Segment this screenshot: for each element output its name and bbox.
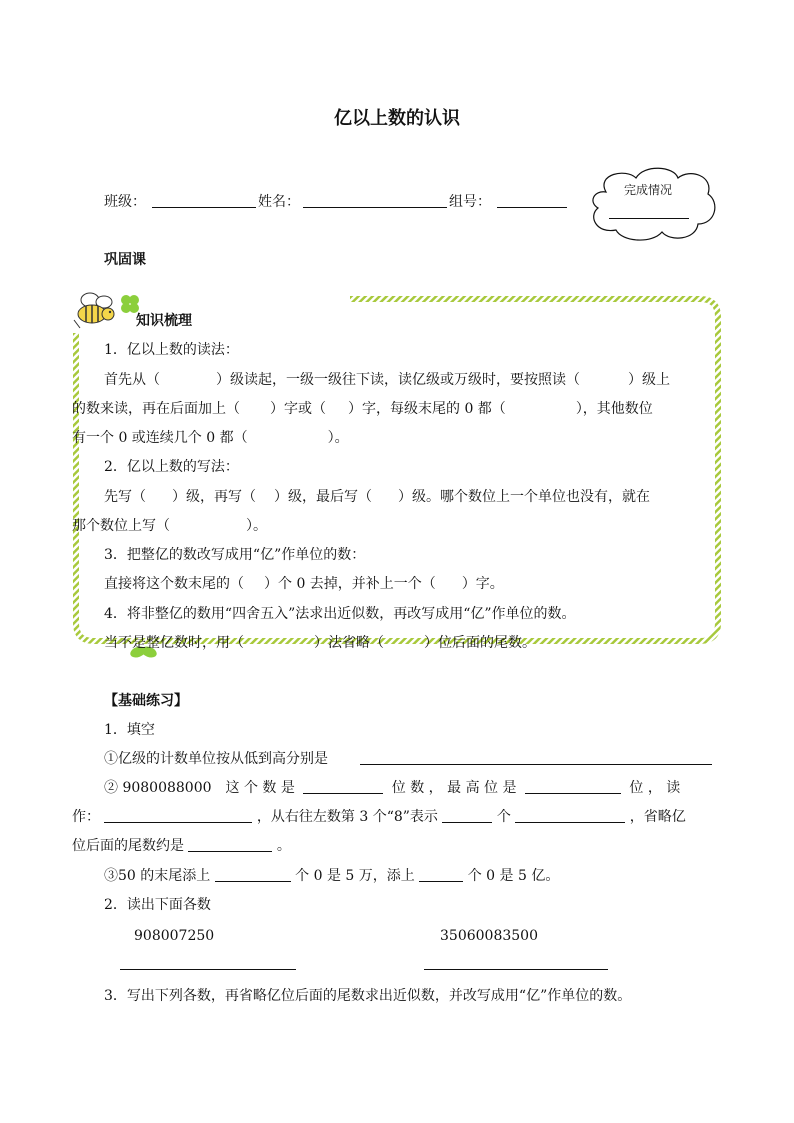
lesson-type: 巩固课 [104, 252, 146, 268]
basic-heading: 【基础练习】 [104, 693, 188, 709]
kn-line-2: 首先从（ ）级读起，一级一级往下读，读亿级或万级时，要按照读（ ）级上 [104, 372, 670, 388]
kn-line-10: 4．将非整亿的数用“四舍五入”法求出近似数，再改写成用“亿”作单位的数。 [104, 606, 576, 622]
q1c: 作： ，从右往左数第 3 个“8”表示 个 ，省略亿 [72, 809, 686, 825]
q1c-blank-3[interactable] [515, 808, 625, 823]
cloud-icon [586, 164, 720, 244]
group-label: 组号： [449, 194, 491, 210]
class-label: 班级： [104, 194, 146, 210]
q1b: ② 9080088000 这 个 数 是 位 数 ， 最 高 位 是 位 ， 读 [104, 780, 681, 796]
kn-line-6: 先写（ ）级，再写（ ）级，最后写（ ）级。哪个数位上一个单位也没有，就在 [104, 489, 650, 505]
kn-line-4: 有一个 0 或连续几个 0 都（ ）。 [72, 430, 349, 446]
q1c-blank-1[interactable] [104, 808, 252, 823]
q1a-blank[interactable] [360, 764, 712, 765]
kn-line-3: 的数来读，再在后面加上（ ）字或（ ）字，每级末尾的 0 都（ ），其他数位 [72, 401, 653, 417]
q1e: ③50 的末尾添上 个 0 是 5 万，添上 个 0 是 5 亿。 [104, 868, 560, 884]
q2-answer-blank-2[interactable] [424, 969, 608, 970]
status-blank[interactable] [609, 218, 689, 219]
page-title: 亿以上数的认识 [334, 108, 460, 129]
q1b-blank-2[interactable] [525, 779, 621, 794]
q2-number-2: 35060083500 [440, 928, 538, 944]
q1b-blank-1[interactable] [303, 779, 383, 794]
q1-title: 1．填空 [104, 722, 155, 738]
status-label: 完成情况 [624, 183, 673, 197]
kn-line-9: 直接将这个数末尾的（ ）个 0 去掉，并补上一个（ ）字。 [104, 576, 504, 592]
kn-line-5: 2．亿以上数的写法： [104, 459, 239, 475]
q2-title: 2．读出下面各数 [104, 897, 211, 913]
q3-title: 3．写出下列各数，再省略亿位后面的尾数求出近似数，并改写成用“亿”作单位的数。 [104, 988, 632, 1004]
kn-line-7: 那个数位上写（ ）。 [72, 518, 267, 534]
kn-line-8: 3．把整亿的数改写成用“亿”作单位的数： [104, 547, 366, 563]
q1a: ①亿级的计数单位按从低到高分别是 [104, 751, 328, 767]
q1e-blank-1[interactable] [215, 867, 291, 882]
q1d-blank[interactable] [188, 837, 272, 852]
q1d: 位后面的尾数约是 。 [72, 838, 291, 854]
knowledge-heading: 知识梳理 [136, 313, 192, 329]
q1c-blank-2[interactable] [442, 808, 492, 823]
class-blank[interactable] [152, 207, 256, 208]
q2-number-1: 908007250 [134, 928, 215, 944]
group-blank[interactable] [497, 207, 567, 208]
kn-line-1: 1．亿以上数的读法： [104, 342, 239, 358]
q1e-blank-2[interactable] [419, 867, 463, 882]
kn-line-11: 当不是整亿数时，用（ ）法省略（ ）位后面的尾数。 [104, 635, 536, 651]
bee-icon [68, 290, 120, 332]
q2-answer-blank-1[interactable] [120, 969, 296, 970]
name-blank[interactable] [303, 207, 447, 208]
name-label: 姓名： [258, 194, 300, 210]
